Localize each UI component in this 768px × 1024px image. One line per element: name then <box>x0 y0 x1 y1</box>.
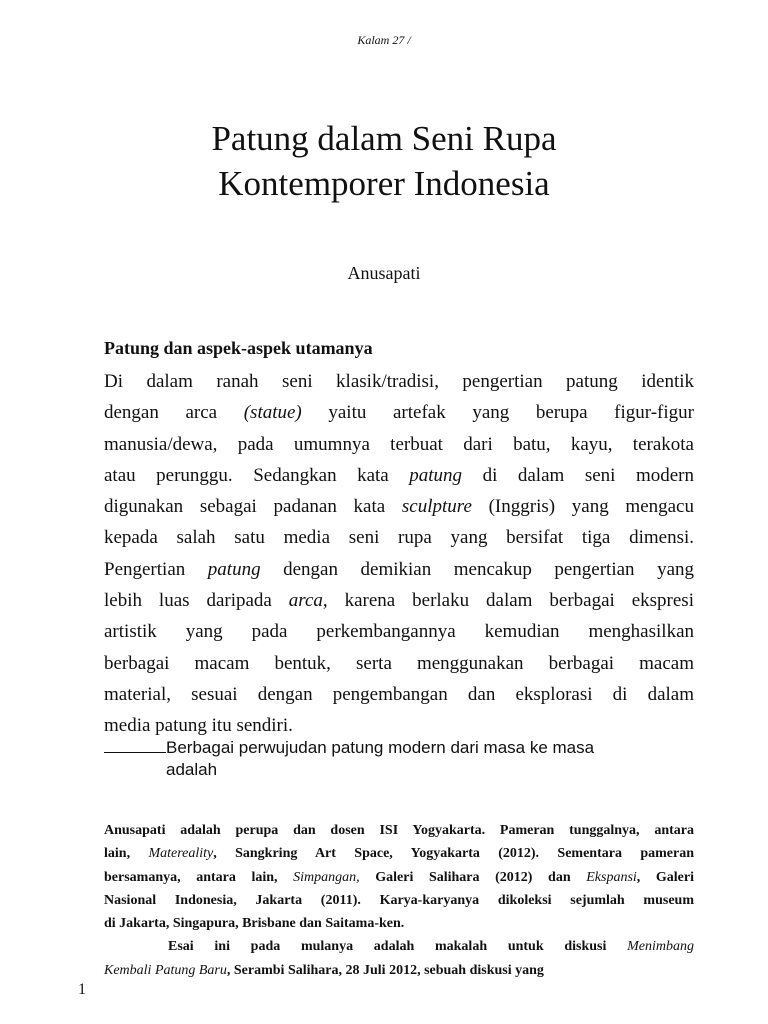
next-paragraph-line-2: adalah <box>166 760 218 779</box>
body-line: manusia/dewa, pada umumnya terbuat dari batu, kayu, terakota <box>104 433 694 455</box>
section-heading: Patung dan aspek-aspek utamanya <box>104 338 373 358</box>
body-paragraph <box>104 366 694 742</box>
article-title-line-1: Patung dalam Seni Rupa <box>211 119 557 158</box>
body-line: media patung itu sendiri. <box>104 715 293 737</box>
footnote-line: di Jakarta, Singapura, Brisbane dan Saitama-ken. <box>104 916 405 932</box>
footnote <box>104 819 694 982</box>
body-line: kepada salah satu media seni rupa yang bersifat tiga dimensi. <box>104 527 694 549</box>
body-line: Di dalam ranah seni klasik/tradisi, pengertian patung identik <box>104 371 694 392</box>
footnote-line: Esai ini pada mulanya adalah makalah untuk diskusi Menimbang <box>168 939 694 955</box>
body-line: atau perunggu. Sedangkan kata patung di dalam seni modern <box>104 464 694 486</box>
article-title <box>0 116 768 206</box>
body-line: lebih luas daripada arca, karena berlaku dalam berbagai ekspresi <box>104 590 694 612</box>
footnote-line: bersamanya, antara lain, Simpangan, Galeri Salihara (2012) dan Ekspansi, Galeri <box>104 869 694 885</box>
footnote-line: Nasional Indonesia, Jakarta (2011). Karya-karyanya dikoleksi sejumlah museum <box>104 892 694 908</box>
body-line: Pengertian patung dengan demikian mencakup pengertian yang <box>104 558 694 580</box>
next-paragraph <box>104 737 664 781</box>
body-line: material, sesuai dengan pengembangan dan eksplorasi di dalam <box>104 683 694 705</box>
footnote-line: lain, Matereality, Sangkring Art Space, Yogyakarta (2012). Sementara pameran <box>104 846 694 862</box>
author-name: Anusapati <box>347 263 421 283</box>
body-line: berbagai macam bentuk, serta menggunakan berbagai macam <box>104 652 694 674</box>
page-number: 1 <box>78 981 86 998</box>
body-line: dengan arca (statue) yaitu artefak yang berupa figur-figur <box>104 402 694 424</box>
indent-rule <box>104 752 166 753</box>
running-head: Kalam 27 / <box>357 33 411 47</box>
article-title-line-2: Kontemporer Indonesia <box>218 164 550 203</box>
footnote-line: Kembali Patung Baru, Serambi Salihara, 28 Juli 2012, sebuah diskusi yang <box>104 962 544 978</box>
next-paragraph-line-1: Berbagai perwujudan patung modern dari masa ke masa <box>166 738 595 757</box>
body-line: digunakan sebagai padanan kata sculpture (Inggris) yang mengacu <box>104 496 694 518</box>
footnote-line: Anusapati adalah perupa dan dosen ISI Yogyakarta. Pameran tunggalnya, antara <box>104 823 694 838</box>
body-line: artistik yang pada perkembangannya kemudian menghasilkan <box>104 621 694 643</box>
